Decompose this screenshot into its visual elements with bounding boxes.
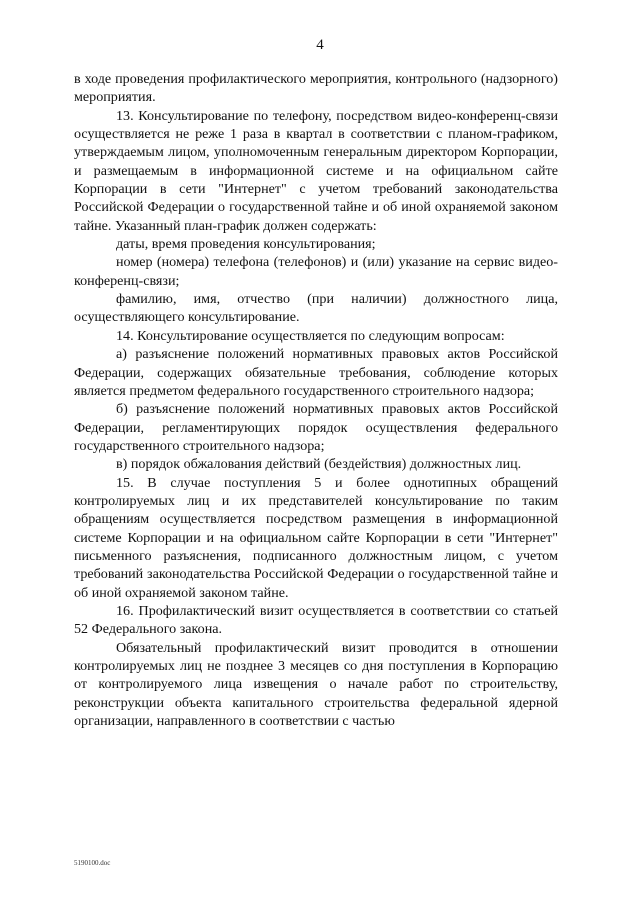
list-item-a: а) разъяснение положений нормативных правовых актов Российской Федерации, содержащих обязательные требования, соблюдение которых является предметом федерального государственного строительного надзора; — [74, 346, 558, 399]
paragraph-continuation: в ходе проведения профилактического мероприятия, контрольного (надзорного) мероприятия. — [74, 71, 558, 106]
list-item-phone: номер (номера) телефона (телефонов) и (или) указание на сервис видео-конференц-связи; — [74, 254, 558, 289]
document-body — [74, 70, 558, 730]
paragraph-14: 14. Консультирование осуществляется по следующим вопросам: — [116, 327, 505, 344]
list-item-b: б) разъяснение положений нормативных правовых актов Российской Федерации, регламентирующих порядок осуществления федерального государственного строительного надзора; — [74, 401, 558, 454]
footer-filename: 5190100.doc — [74, 859, 111, 867]
list-item-dates: даты, время проведения консультирования; — [116, 236, 376, 253]
paragraph-13: 13. Консультирование по телефону, посредством видео-конференц-связи осуществляется не реже 1 раза в квартал в соответствии с планом-графиком, утверждаемым лицом, уполномоченным генеральным директором Корпорации, и размещаемым в информационной системе и на официальном сайте Корпорации в сети "Интернет" с учетом требований законодательства Российской Федерации о государственной тайне и об иной охраняемой законом тайне. Указанный план-график должен содержать: — [74, 107, 558, 234]
paragraph-mandatory-visit: Обязательный профилактический визит проводится в отношении контролируемых лиц не позднее 3 месяцев со дня поступления в Корпорацию от контролируемого лица извещения о начале работ по строительству, реконструкции объекта капитального строительства федеральной ядерной организации, направленного в соответствии с частью — [74, 639, 558, 730]
paragraph-15: 15. В случае поступления 5 и более однотипных обращений контролируемых лиц и их представителей консультирование по таким обращениям осуществляется посредством размещения в информационной системе Корпорации и на официальном сайте Корпорации в сети "Интернет" письменного разъяснения, подписанного должностным лицом, с учетом требований законодательства Российской Федерации о государственной тайне и об иной охраняемой законом тайне. — [74, 474, 558, 601]
list-item-v: в) порядок обжалования действий (бездействия) должностных лиц. — [116, 456, 522, 473]
paragraph-16: 16. Профилактический визит осуществляется в соответствии со статьей 52 Федерального закона. — [74, 602, 558, 638]
list-item-name: фамилию, имя, отчество (при наличии) должностного лица, осуществляющего консультирование. — [74, 291, 558, 326]
page-number: 4 — [316, 37, 324, 53]
